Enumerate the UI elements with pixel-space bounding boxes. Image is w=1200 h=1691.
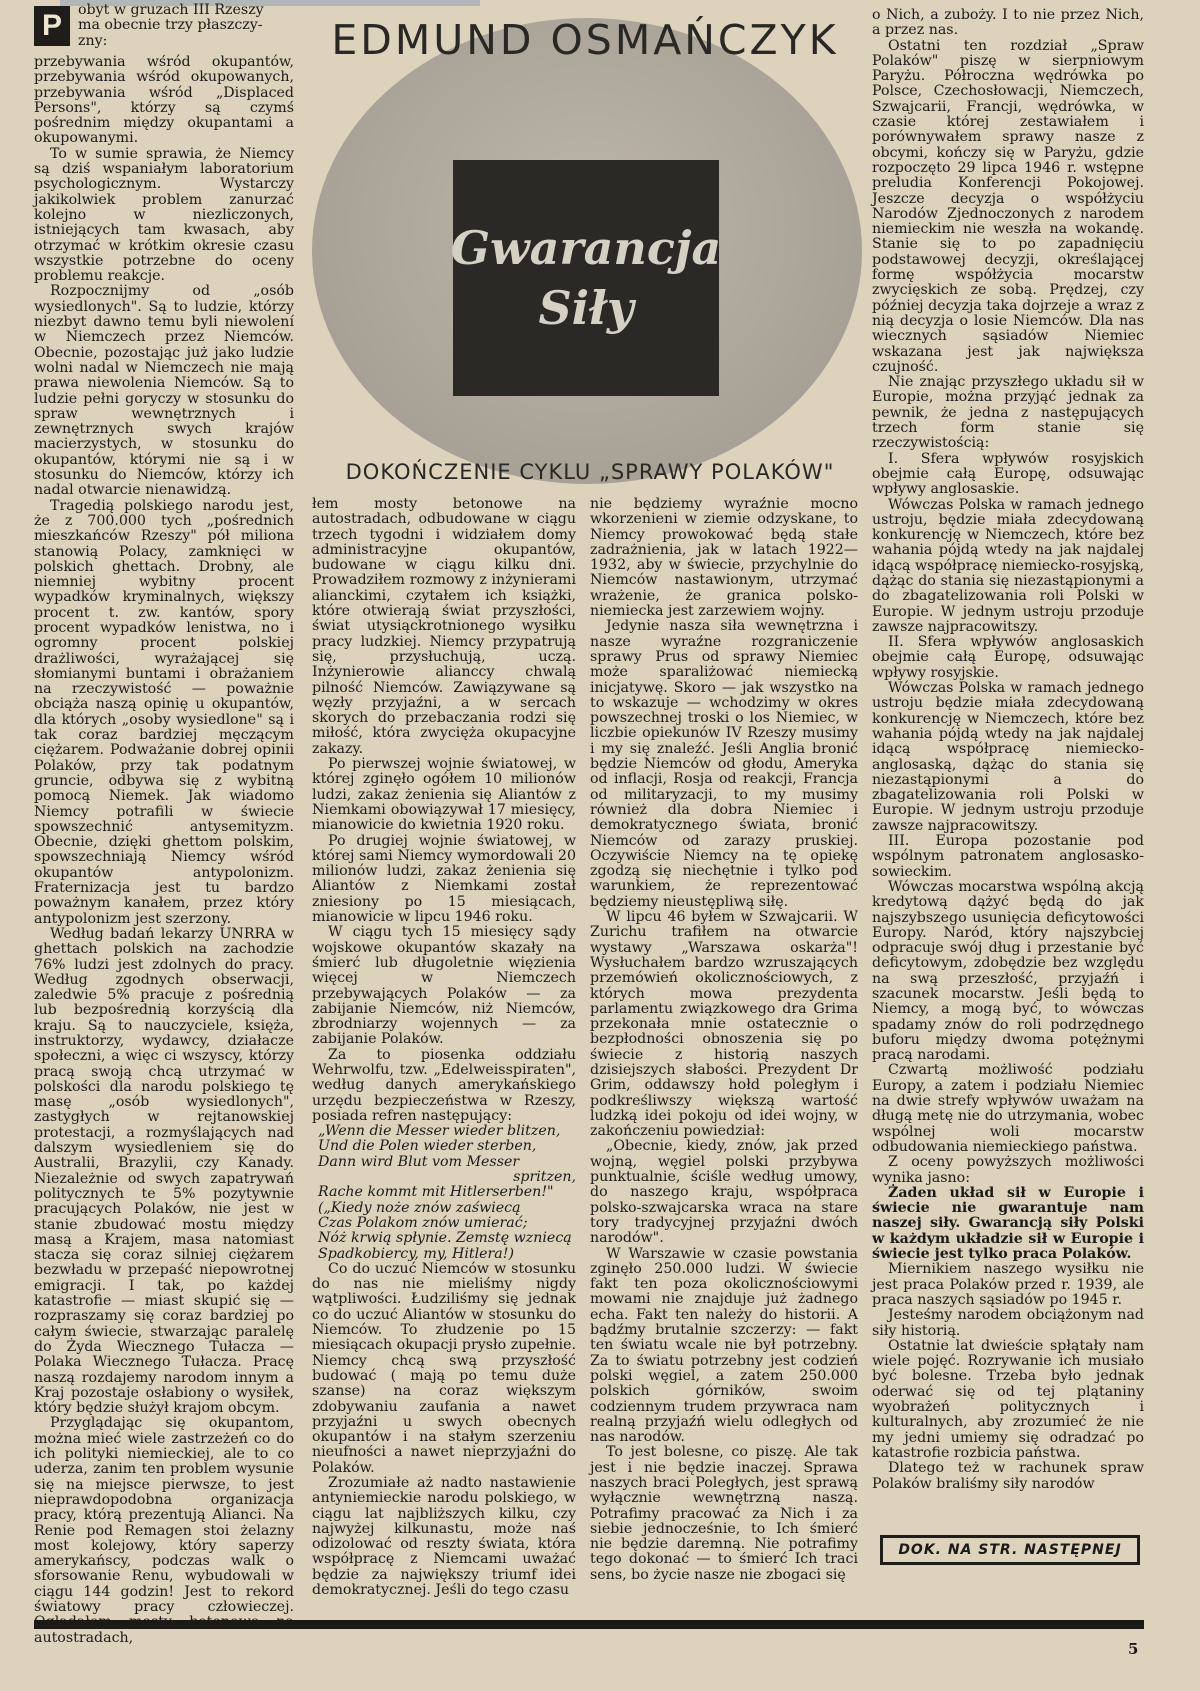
column-4 <box>872 8 1144 1492</box>
paragraph: II. Sfera wpływów anglosaskich obejmie całą Europę, odsuwając wpływy rosyjskie. <box>872 634 1144 681</box>
paragraph: Jesteśmy narodem obciążonym nad siły historią. <box>872 1307 1144 1339</box>
poem-line: Czas Polakom znów umierać; <box>318 1214 528 1231</box>
column-2 <box>312 497 576 1598</box>
column-1 <box>34 3 294 1646</box>
paragraph: Wówczas Polska w ramach jednego ustroju będzie miała zdecydowaną konkurencję w Niemczech, które bez wahania pójdą wtedy na jak najdalej idącą współpracę niemiecko-anglosaską, dążąc do stania się niezastąpionymi a do zbagatelizowania roli Polski w Europie. W jednym ustroju przoduje zawsze najpracowitszy. <box>872 680 1144 834</box>
paragraph: Wówczas Polska w ramach jednego ustroju, będzie miała zdecydowaną konkurencję w Niemczech, które bez wahania pójdą wtedy na jak najdalej idącą współpracę niemiecko-rosyjską, dążąc do stania się niezastąpionymi a do zbagatelizowania roli Polski w Europie. W jednym ustroju przoduje zawsze najpracowitszy. <box>872 496 1145 635</box>
poem-line: („Kiedy noże znów zaświecą <box>318 1199 521 1216</box>
paragraph: Zrozumiałe aż nadto nastawienie antyniemieckie narodu polskiego, w ciągu lat najbliższych kilku, czy najwyżej kilkunastu, może naś odizolować od reszty świata, która współpracę z Niemcami uważać będzie za największy triumf idei demokratycznej. Jeśli do tego czasu <box>312 1475 576 1599</box>
poem-line: Dann wird Blut vom Messer <box>318 1153 520 1170</box>
paragraph: Po drugiej wojnie światowej, w której sami Niemcy wymordowali 20 milionów ludzi, zakaz żenienia się Aliantów z Niemkami został zniesiony po 15 miesiącach, mianowicie w lipcu 1946 roku. <box>312 832 576 926</box>
paragraph: Wówczas mocarstwa wspólną akcją kredytową dążyć będą do jak najszybszego usunięcia deficytowości Europy. Naród, który najszybciej odpracuje swój dług i przestanie być deficytowym, zdobędzie bez względu na swą przeszłość, przyjaźń i szacunek mocarstw. Jeśli będą to Niemcy, a mogą być, to wówczas spadamy znów do roli podrzędnego buforu między dwoma potężnymi pracą narodami. <box>872 878 1144 1064</box>
paragraph: nie będziemy wyraźnie mocno wkorzenieni w ziemie odzyskane, to Niemcy prowokować będą stałe zadrażnienia, jak w latach 1922—1932, aby w świecie, przychylnie do Niemców nastawionym, utrzymać wrażenie, że granica polsko-niemiecka jest zarzewiem wojny. <box>590 496 858 620</box>
paragraph: W lipcu 46 byłem w Szwajcarii. W Zurichu trafiłem na otwarcie wystawy „Warszawa oskarża"! Wysłuchałem bardzo wzruszających przemówień okolicznościowych, z których mowa prezydenta parlamentu związkowego dra Grima przekonała mnie ostatecznie o bezpłodności obnoszenia się po świecie z historią naszych dzisiejszych słabości. Prezydent Dr Grim, oddawszy hołd poległym i podkreśliwszy większą wartość ludzką idei pokoju od idei wojny, w zakończeniu powiedział: <box>590 909 858 1140</box>
paragraph: Z oceny powyższych możliwości wynika jasno: <box>872 1154 1144 1186</box>
paragraph: Jedynie nasza siła wewnętrzna i nasze wyraźne rozgraniczenie sprawy Prus od sprawy Niemiec może sparaliżować niemiecką inicjatywę. Skoro — jak wszystko na to wskazuje — wchodzimy w okres powszechnej troski o los Niemiec, w liczbie opiekunów IV Rzeszy musimy i my się znaleźć. Jeśli Anglia bronić będzie Niemców od głodu, Ameryka od inflacji, Rosja od reakcji, Francja od militaryzacji, to my musimy również dla dobra Niemiec i demokratycznego świata, bronić Niemców od zarazy pruskiej. Oczywiście Niemcy na tę opiekę zgodzą się niechętnie i tylko pod warunkiem, że reprezentować będziemy nieustępliwą siłę. <box>590 618 858 910</box>
paragraph: Przyglądając się okupantom, można mieć wiele zastrzeżeń co do ich polityki niemieckiej, ale to co uderza, zanim ten problem wysunie się na miejsce pierwsze, to jest nieprawdopodobna organizacja pracy, którą prezentują Alianci. Na Renie pod Remagen stoi żelazny most kolejowy, który saperzy amerykańscy, podczas walk o sforsowanie Renu, wybudowali w ciągu 144 godzin! Jest to rekord światowy pracy człowieczej. autostradach, <box>34 1415 294 1646</box>
paragraph: o Nich, a zuboży. I to nie przez Nich, a przez nas. <box>872 7 1144 39</box>
paragraph: Ostatnie lat dwieście spłątały nam wiele pojęć. Rozrywanie ich musiało być bolesne. Trzeba było jednak oderwać się od tej plątaniny wyobrażeń politycznych i kulturalnych, aby zrozumieć że nie my jedni umiemy się odradzać po katastrofie rozbicia państwa. <box>872 1337 1144 1461</box>
column-3 <box>590 497 858 1583</box>
poem-line: Nóż krwią spłynie. Zemstę wzniecą <box>318 1230 572 1247</box>
dropcap-letter: P <box>34 6 70 46</box>
paragraph: W ciągu tych 15 miesięcy sądy wojskowe okupantów skazały na śmierć lub długoletnie więzienia więcej w Niemczech przebywających Polaków — za zabijanie Niemców, niż Niemców, zbrodniarzy wojennych — za zabijanie Polaków. <box>312 924 576 1048</box>
title-box <box>450 160 722 396</box>
paragraph: Miernikiem naszego wysiłku nie jest praca Polaków przed r. 1939, ale praca naszych sąsiadów po 1945 r. <box>872 1261 1144 1308</box>
paragraph: Czwartą możliwość podziału Europy, a zatem i podziału Niemiec na dwie strefy wpływów uważam na długą metę nie do utrzymania, wobec wspólnej woli mocarstw odbudowania niemieckiego państwa. <box>872 1062 1144 1155</box>
poem-line: Und die Polen wieder sterben, <box>318 1138 537 1155</box>
title-line-2: Siły <box>538 281 634 335</box>
paragraph: łem mosty betonowe na autostradach, odbudowane w ciągu trzech tygodni i widziałem domy administracyjne okupantów, budowane w ciągu kilku dni. Prowadziłem rozmowy z inżynierami alianckimi, czytałem ich książki, które otwierają świat przyszłości, świat utysiąckrotnionego wysiłku pracy ludzkiej. Niemcy przypatrują się, przysłuchują, uczą. Inżynierowie alianccy chwalą pilność Niemców. Zawiązywane są węzły przyjaźni, a w sercach skorych do przebaczania rodzi się miłość, która zwycięża okupacyjne zakazy. <box>312 496 576 757</box>
paragraph: Co do uczuć Niemców w stosunku do nas nie mieliśmy nigdy wątpliwości. Łudziliśmy się jednak co do uczuć Aliantów w stosunku do Niemców. To złudzenie po 15 miesiącach okupacji prysło zupełnie. Niemcy chcą swą przyszłość budować ( mają po temu duże szanse) na coraz większym zdobywaniu zaufania a nawet przyjaźni u swych obecnych okupantów i na stałym szerzeniu nieufności a nawet nieprzyjaźni do Polaków. <box>312 1260 576 1476</box>
article-subtitle: DOKOŃCZENIE CYKLU „SPRAWY POLAKÓW" <box>345 460 835 484</box>
paragraph: To w sumie sprawia, że Niemcy są dziś wspaniałym laboratorium psychologicznym. Wystarczy jakikolwiek problem zanurzać kolejno w niezliczonych, istniejących tam kwasach, aby otrzymać w krótkim okresie czasu wszystkie potrzebne do oceny problemu reakcje. <box>34 145 294 285</box>
dropcap-line: zny: <box>78 32 108 49</box>
poem-line: „Wenn die Messer wieder blitzen, <box>318 1123 561 1140</box>
page-number: 5 <box>1128 1640 1139 1658</box>
paragraph: W Warszawie w czasie powstania zginęło 250.000 ludzi. W świecie fakt ten poza okolicznościowymi mowami nie znajduje już żadnego echa. Fakt ten należy do historii. A bądźmy brutalnie szczerzy: — fakt ten światu wcale nie był potrzebny. Za to światu potrzebny jest codzień polski węgiel, a zatem 250.000 polskich górników, swoim codziennym trudem przywraca nam realną przyjaźń wielu odległych od nas narodów. <box>590 1245 858 1446</box>
dropcap-line: ma obecnie trzy płaszczy- <box>78 17 263 34</box>
paragraph: To jest bolesne, co piszę. Ale tak jest i nie będzie inaczej. Sprawa naszych braci Poległych, jest sprawą wyłącznie wewnętrzną naszą. Potrafimy pracować za Nich i za siebie jednocześnie, to Ich śmierć nie będzie daremną. Nie potrafimy tego dokonać — to śmierć Ich traci sens, bo życie nasze nie zbogaci się <box>590 1444 858 1583</box>
paragraph: Po pierwszej wojnie światowej, w której zginęło ogółem 10 milionów ludzi, zakaz żenienia się Aliantów z Niemkami obowiązywał 17 miesięcy, mianowicie do kwietnia 1920 roku. <box>312 756 576 834</box>
poem-line: spritzen, <box>513 1169 576 1186</box>
paragraph: „Obecnie, kiedy, znów, jak przed wojną, węgiel polski przybywa punktualnie, ściśle według umowy, do naszego kraju, współpraca polsko-szwajcarska wraca na stare tory tradycyjnej przyjaźni dwóch narodów". <box>590 1138 858 1247</box>
bottom-rule <box>34 1620 1144 1629</box>
paragraph: Dlatego też w rachunek spraw Polaków braliśmy siły narodów <box>872 1460 1144 1492</box>
paragraph: III. Europa pozostanie pod wspólnym patronatem anglosasko-sowieckim. <box>872 833 1144 880</box>
paragraph: Według badań lekarzy UNRRA w ghettach polskich na zachodzie 76% ludzi jest zdolnych do pracy. Według zgodnych obserwacji, zaledwie 5% pracuje z pośrednią lub bezpośrednią korzyścią dla kraju. Są to nauczyciele, księża, instruktorzy, wydawcy, działacze społeczni, a więc ci wszyscy, którzy pracą swoją chcą utrzymać w polskości dla narodu polskiego tę masę „osób wysiedlonych", zastygłych w rejtanowskiej protestacji, a rozmyślających nad dalszym wysiedleniem się do Australii, Brazylii, czy Kanady. Niezależnie od swych zapatrywań politycznych te 5% pozytywnie pracujących Polaków, nie jest w stanie zbudować mostu między masą a Krajem, masa natomiast stacza się coraz silniej ciężarem bezwładu w przepaść niepowrotnej emigracji. I tak, po każdej katastrofie — miast skupić się — rozpraszamy się coraz bardziej po całym świecie, stwarzając paralelę do Żyda Wiecznego Tułacza — Polaka Wiecznego Tułacza. Pracę naszą rozdajemy narodom innym a Kraj pozostaje osłabiony o wysiłek, który będzie służył krajom obcym. <box>34 925 294 1417</box>
dropcap-line: obyt w gruzach III Rzeszy <box>78 2 264 18</box>
author-name: EDMUND OSMAŃCZYK <box>331 16 839 64</box>
poem-line: Rache kommt mit Hitlerserben!" <box>318 1184 554 1201</box>
paragraph: I. Sfera wpływów rosyjskich obejmie całą Europę, odsuwając wpływy anglosaskie. <box>872 450 1144 498</box>
paragraph: Ostatni ten rozdział „Spraw Polaków" piszę w sierpniowym Paryżu. Półroczna wędrówka po Polsce, Czechosłowacji, Niemczech, Szwajcarii, Francji, wędrówka, w czasie której zestawiałem i porównywałem sprawy nasze z obcymi, kończy się w Paryżu, gdzie rozpoczęto 29 lipca 1946 r. wstępne preludia Konferencji Pokojowej. Jeszcze decyzja o współżyciu Narodów Zjednoczonych z narodem niemieckim nie weszła na wokandę. Stanie się to po zapadnięciu podstawowej decyzji, określającej formę współżycia mocarstw zwycięskich ze sobą. Prędzej, czy później decyzja taka dojrzeje a wraz z nią decyzja o losie Niemców. Dla nas wiecznych sąsiadów Niemiec wskazana jest jak największa czujność. <box>872 37 1144 375</box>
paragraph: Za to piosenka oddziału Wehrwolfu, tzw. „Edelweisspiraten", według danych amerykańskiego urzędu bezpieczeństwa w Rzeszy, posiada refren następujący: <box>312 1046 576 1124</box>
bold-conclusion: Żaden układ sił w Europie i świecie nie gwarantuje nam naszej siły. Gwarancją siły Polski w każdym układzie sił w Europie i świecie jest tylko praca Polaków. <box>872 1184 1144 1263</box>
paragraph: Tragedią polskiego narodu jest, że z 700.000 tych „pośrednich mieszkańców Rzeszy" pół miliona stanowią Polacy, zamknięci w polskich ghettach. Drobny, ale niemniej wybitny procent wypadków kryminalnych, większy procent t. zw. kantów, spory procent wypadków lenistwa, no i ogromny procent polskiej drażliwości, wyrażającej się słomianymi buntami i obrażaniem na rzeczywistość — poważnie obciąża naszą opinię u okupantów, dla których „osoby wysiedlone" są i tak coraz bardziej męczącym ciężarem. Podważanie dobrej opinii Polaków, przy tak podatnym gruncie, odbywa się z wybitną pomocą Niemek. Jak wiadomo Niemcy potrafili w świecie spowszechnić antysemityzm. Obecnie, dzięki ghettom polskim, spowszechniają Niemcy wśród okupantów antypolonizm. Fraternizacja jest tu bardzo poważnym kanałem, przez który antypolonizm jest szerzony. <box>34 497 294 927</box>
paragraph: przebywania wśród okupantów, przebywania wśród okupowanych, przebywania wśród „Displaced Persons", którzy są czymś pośrednim między okupantami a okupowanymi. <box>34 54 294 147</box>
paragraph: Nie znając przyszłego układu sił w Europie, można przyjąć jednak za pewnik, że jedna z następujących trzech form stanie się rzeczywistością: <box>872 374 1144 452</box>
paragraph: Rozpocznijmy od „osób wysiedlonych". Są to ludzie, którzy niezbyt dawno temu byli niewolení w Niemczech przez Niemców. Obecnie, pozostając już jako ludzie wolni nadal w Niemczech nie mają prawa niewolenia Niemców. Są to ludzie pełni goryczy w stosunku do spraw wewnętrznych i zewnętrznych swych krajów macierzystych, w stosunku do okupantów, którymi nie są i w stosunku do Niemców, którzy ich nadal otwarcie nienawidzą. <box>34 283 294 499</box>
title-line-1: Gwarancja <box>450 221 722 275</box>
poem-line: Spadkobiercy, my, Hitlera!) <box>318 1245 514 1262</box>
continued-on-next-page: DOK. NA STR. NASTĘPNEJ <box>880 1535 1140 1565</box>
dropcap-block <box>34 3 294 55</box>
